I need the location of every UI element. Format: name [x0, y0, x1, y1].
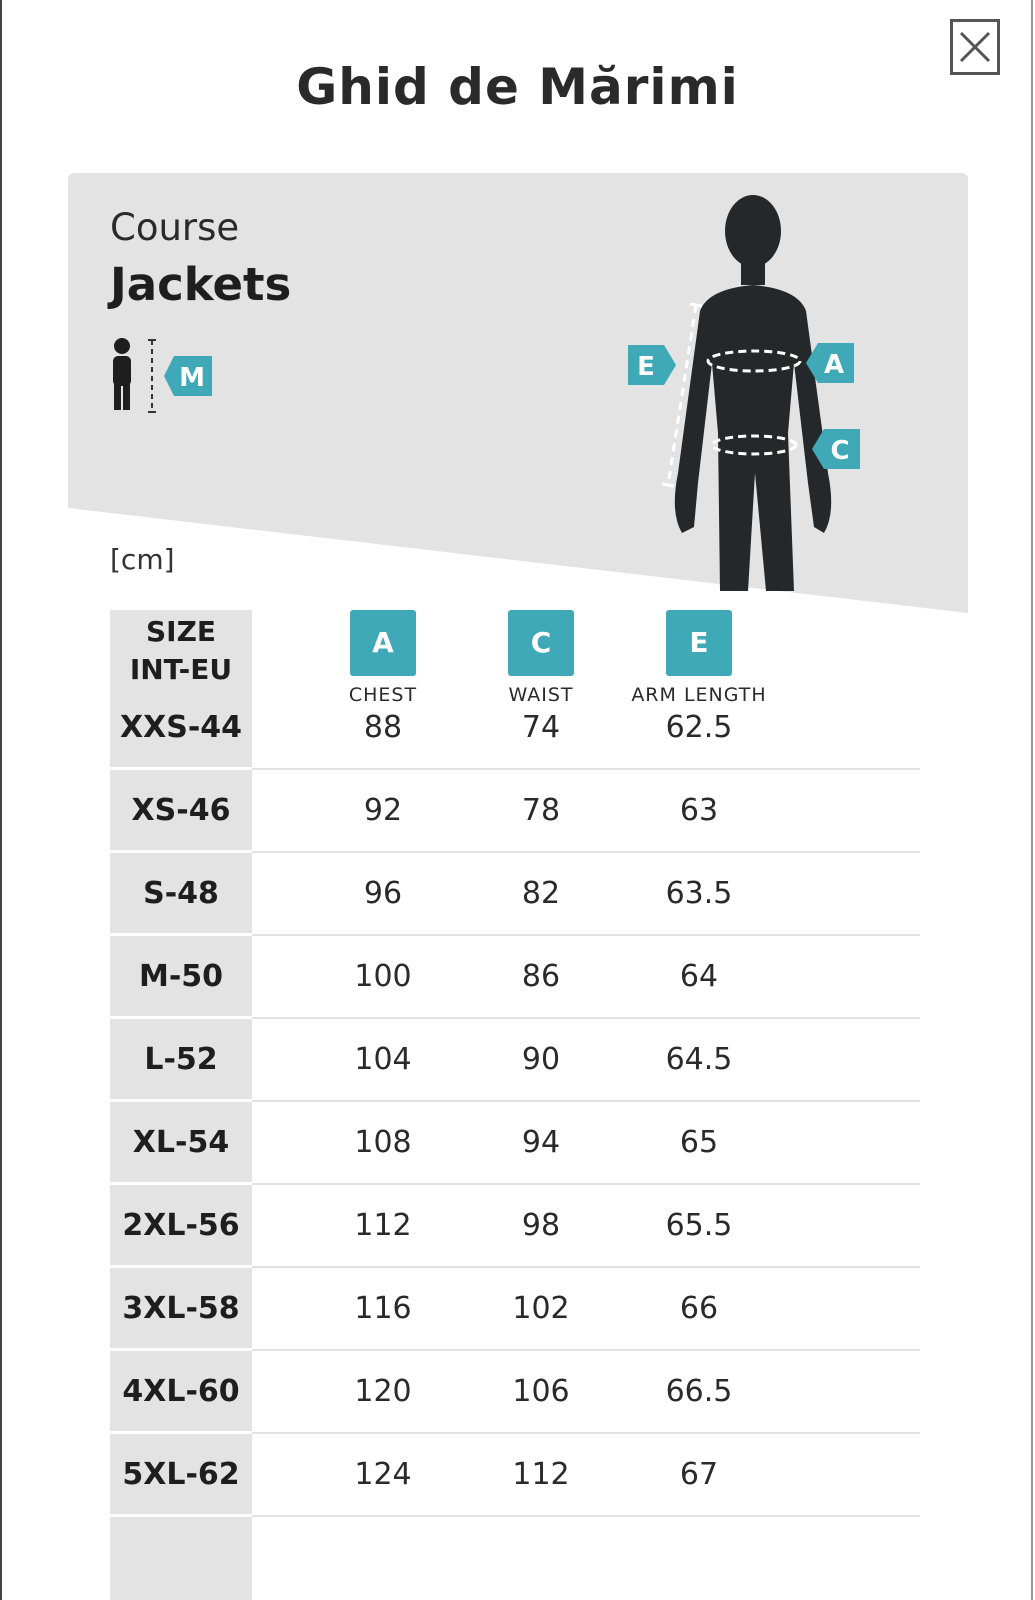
chest-cell: 96	[363, 876, 403, 911]
size-header-line1: SIZE	[145, 615, 216, 648]
chest-badge: A	[350, 610, 416, 676]
frame-border-right	[1031, 0, 1033, 1600]
chest-cell: 100	[354, 959, 412, 994]
arm-length-cell: 67	[679, 1457, 719, 1492]
table-row	[110, 934, 920, 1019]
unit-label: [cm]	[110, 543, 175, 576]
arm-length-cell: 63	[679, 793, 719, 828]
table-row	[110, 768, 920, 853]
waist-cell: 98	[521, 1208, 561, 1243]
size-cell: 5XL-62	[122, 1457, 240, 1492]
waist-cell: 74	[521, 710, 561, 745]
waist-cell: 78	[521, 793, 561, 828]
chest-cell: 88	[363, 710, 403, 745]
chest-cell: 104	[354, 1042, 412, 1077]
fit-indicator	[108, 338, 228, 422]
size-cell: M-50	[138, 959, 224, 994]
arm-length-cell: 65.5	[665, 1208, 733, 1243]
frame-border-left	[0, 0, 2, 1600]
chest-cell: 92	[363, 793, 403, 828]
close-button[interactable]	[950, 19, 1000, 75]
waist-cell: 106	[512, 1374, 570, 1409]
waist-marker: C	[830, 436, 850, 466]
size-cell: XXS-44	[119, 710, 243, 745]
size-cell: XL-54	[132, 1125, 230, 1160]
arm-length-cell: 62.5	[665, 710, 733, 745]
table-row	[110, 685, 920, 770]
close-icon	[958, 30, 992, 64]
waist-cell: 90	[521, 1042, 561, 1077]
arm-marker: E	[637, 352, 655, 382]
category-label: Course	[110, 206, 240, 249]
chest-cell: 120	[354, 1374, 412, 1409]
size-cell: 3XL-58	[122, 1291, 240, 1326]
chest-cell: 108	[354, 1125, 412, 1160]
table-row	[110, 1432, 920, 1517]
arm-length-cell: 64.5	[665, 1042, 733, 1077]
size-column-header	[110, 613, 252, 689]
arm-length-cell: 63.5	[665, 876, 733, 911]
size-header-line2: INT-EU	[129, 653, 233, 686]
waist-cell: 86	[521, 959, 561, 994]
chest-cell: 112	[354, 1208, 412, 1243]
chest-marker: A	[823, 350, 845, 380]
table-row	[110, 851, 920, 936]
waist-badge: C	[508, 610, 574, 676]
product-label: Jackets	[110, 258, 292, 311]
table-row	[110, 1183, 920, 1268]
size-cell: 2XL-56	[122, 1208, 240, 1243]
arm-length-badge: E	[666, 610, 732, 676]
chest-cell: 124	[354, 1457, 412, 1492]
arm-length-cell: 64	[679, 959, 719, 994]
size-cell: 4XL-60	[122, 1374, 240, 1409]
arm-length-cell: 65	[679, 1125, 719, 1160]
page-title: Ghid de Mărimi	[296, 58, 739, 116]
waist-cell: 102	[512, 1291, 570, 1326]
waist-cell: 82	[521, 876, 561, 911]
size-guide-card	[68, 173, 968, 1600]
size-cell: XS-46	[131, 793, 231, 828]
table-row	[110, 1017, 920, 1102]
table-row	[110, 1349, 920, 1434]
waist-cell: 94	[521, 1125, 561, 1160]
body-figure-icon	[628, 193, 868, 593]
table-row	[110, 1266, 920, 1351]
chest-label: CHEST	[348, 684, 418, 706]
waist-label: WAIST	[508, 684, 574, 706]
table-row	[110, 1100, 920, 1185]
person-icon	[108, 338, 228, 418]
fit-badge: M	[179, 363, 205, 393]
arm-length-label: ARM LENGTH	[631, 684, 767, 706]
waist-cell: 112	[512, 1457, 570, 1492]
arm-length-cell: 66	[679, 1291, 719, 1326]
arm-length-cell: 66.5	[665, 1374, 733, 1409]
size-cell: S-48	[143, 876, 219, 911]
size-cell: L-52	[144, 1042, 218, 1077]
chest-cell: 116	[354, 1291, 412, 1326]
